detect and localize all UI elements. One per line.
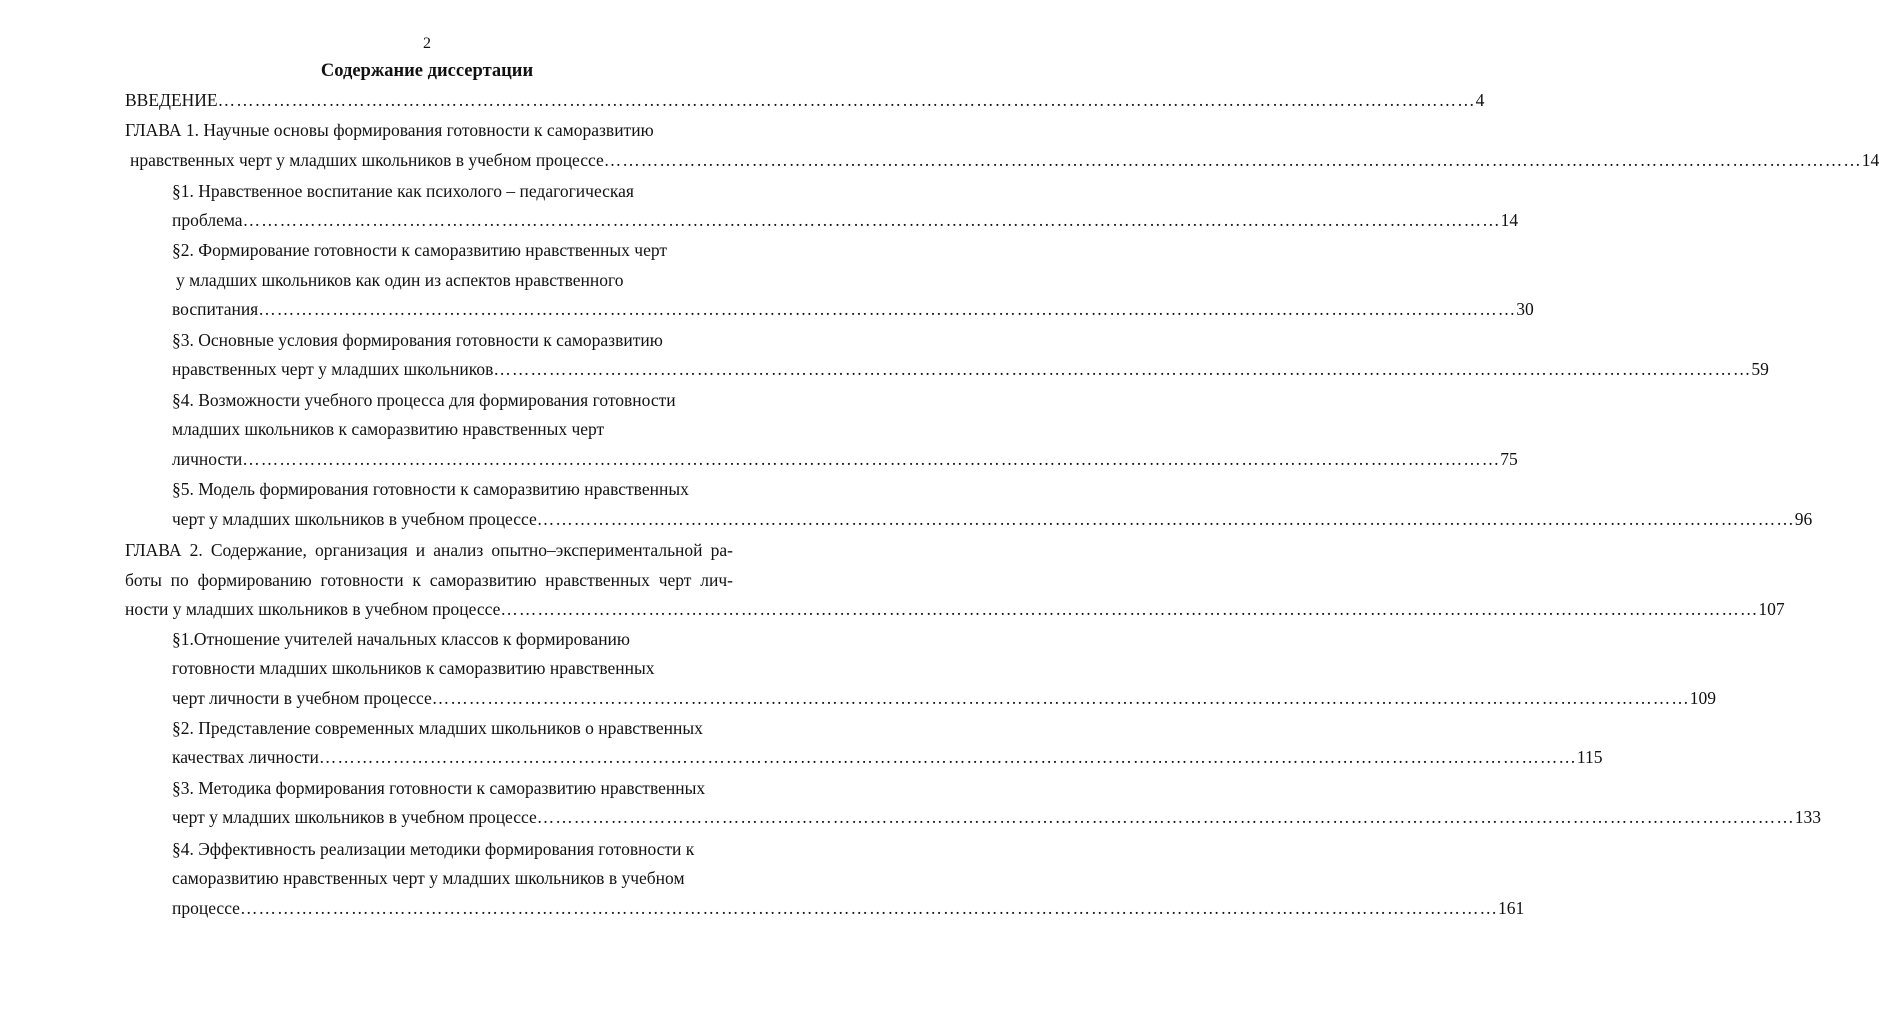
- toc-entry-chapter1-line1: ГЛАВА 1. Научные основы формирования готовности к саморазвитию: [125, 120, 654, 140]
- toc-entry-text: качествах личности: [172, 747, 319, 767]
- toc-page-number: 30: [1516, 299, 1534, 319]
- toc-leader-dots: ……………………………………………………………………………………………………………………………………………………………………………………: [493, 359, 1752, 379]
- toc-entry-text: воспитания: [172, 299, 259, 319]
- toc-entry-ch1-s3-line2: [172, 358, 1769, 380]
- toc-entry-chapter1-line2: [130, 149, 1879, 171]
- toc-entry-text: черт личности в учебном процессе: [172, 688, 432, 708]
- toc-leader-dots: ……………………………………………………………………………………………………………………………………………………………………………………: [318, 747, 1577, 767]
- toc-page-number: 161: [1497, 898, 1525, 918]
- toc-entry-text: процессе: [172, 898, 240, 918]
- toc-entry-ch2-s2-line1: §2. Представление современных младших школьников о нравственных: [172, 718, 703, 738]
- toc-entry-ch2-s1-line3: [172, 687, 1717, 709]
- toc-page-number: 109: [1689, 688, 1717, 708]
- toc-entry-ch1-s5-line1: §5. Модель формирования готовности к саморазвитию нравственных: [172, 479, 689, 499]
- toc-entry-ch1-s5-line2: [172, 508, 1813, 530]
- toc-entry-ch1-s4-line2: младших школьников к саморазвитию нравственных черт: [172, 419, 605, 439]
- toc-entry-ch1-s4-line1: §4. Возможности учебного процесса для формирования готовности: [172, 390, 676, 410]
- toc-entry-ch1-s2-line1: §2. Формирование готовности к саморазвитию нравственных черт: [172, 240, 668, 260]
- toc-entry-text: нравственных черт у младших школьников: [172, 359, 494, 379]
- toc-entry-ch1-s4-line3: [172, 448, 1518, 470]
- toc-entry-text: черт у младших школьников в учебном процессе: [172, 807, 537, 827]
- toc-entry-ch2-s4-line1: §4. Эффективность реализации методики формирования готовности к: [172, 839, 695, 859]
- toc-page-number: 75: [1500, 449, 1518, 469]
- toc-leader-dots: ……………………………………………………………………………………………………………………………………………………………………………………: [603, 150, 1862, 170]
- toc-leader-dots: ……………………………………………………………………………………………………………………………………………………………………………………: [258, 299, 1517, 319]
- toc-page-number: 107: [1758, 599, 1785, 619]
- page-title: Содержание диссертации: [320, 61, 534, 81]
- toc-entry-chapter2-line1: ГЛАВА 2. Содержание, организация и анализ опытно–экспериментальной ра-: [125, 540, 733, 560]
- toc-entry-ch2-s4-line3: [172, 897, 1525, 919]
- toc-entry-ch1-s3-line1: §3. Основные условия формирования готовности к саморазвитию: [172, 330, 663, 350]
- toc-leader-dots: ……………………………………………………………………………………………………………………………………………………………………………………: [536, 807, 1795, 827]
- toc-page-number: 14: [1861, 150, 1879, 170]
- toc-entry-ch1-s2-line3: [172, 298, 1534, 320]
- toc-page-number: 96: [1794, 509, 1813, 529]
- toc-entry-introduction: [125, 89, 1485, 111]
- toc-entry-ch2-s3-line2: [172, 806, 1822, 828]
- toc-leader-dots: ……………………………………………………………………………………………………………………………………………………………………………………: [217, 90, 1476, 110]
- toc-entry-ch1-s1-line1: §1. Нравственное воспитание как психолого – педагогическая: [172, 181, 634, 201]
- toc-entry-ch1-s1-line2: [172, 209, 1519, 231]
- toc-entry-text: личности: [172, 449, 243, 469]
- toc-page-number: 133: [1794, 807, 1822, 827]
- toc-leader-dots: ……………………………………………………………………………………………………………………………………………………………………………………: [239, 898, 1498, 918]
- toc-page-number: 59: [1751, 359, 1769, 379]
- toc-entry-text: черт у младших школьников в учебном процессе: [172, 509, 537, 529]
- toc-leader-dots: ……………………………………………………………………………………………………………………………………………………………………………………: [242, 449, 1501, 469]
- toc-leader-dots: ……………………………………………………………………………………………………………………………………………………………………………………: [242, 210, 1501, 230]
- toc-entry-ch1-s2-line2: у младших школьников как один из аспектов нравственного: [176, 270, 624, 290]
- toc-entry-chapter2-line3: [125, 598, 1785, 620]
- page-number: 2: [423, 35, 431, 52]
- toc-entry-ch2-s1-line2: готовности младших школьников к саморазвитию нравственных: [172, 658, 655, 678]
- toc-page-number: 4: [1475, 90, 1485, 110]
- toc-entry-ch2-s2-line2: [172, 746, 1603, 768]
- toc-leader-dots: ……………………………………………………………………………………………………………………………………………………………………………………: [500, 599, 1759, 619]
- toc-leader-dots: ……………………………………………………………………………………………………………………………………………………………………………………: [536, 509, 1795, 529]
- toc-entry-text: проблема: [172, 210, 243, 230]
- toc-page-number: 115: [1576, 747, 1603, 767]
- toc-entry-ch2-s4-line2: саморазвитию нравственных черт у младших школьников в учебном: [172, 868, 685, 888]
- toc-entry-ch2-s3-line1: §3. Методика формирования готовности к саморазвитию нравственных: [172, 778, 706, 798]
- toc-entry-text: нравственных черт у младших школьников в учебном процессе: [130, 150, 604, 170]
- toc-entry-ch2-s1-line1: §1.Отношение учителей начальных классов к формированию: [172, 629, 630, 649]
- toc-entry-chapter2-line2: боты по формированию готовности к саморазвитию нравственных черт лич-: [125, 570, 733, 590]
- toc-page-number: 14: [1500, 210, 1519, 230]
- toc-leader-dots: ……………………………………………………………………………………………………………………………………………………………………………………: [431, 688, 1690, 708]
- toc-entry-text: ВВЕДЕНИЕ: [125, 90, 218, 110]
- toc-entry-text: ности у младших школьников в учебном процессе: [125, 599, 501, 619]
